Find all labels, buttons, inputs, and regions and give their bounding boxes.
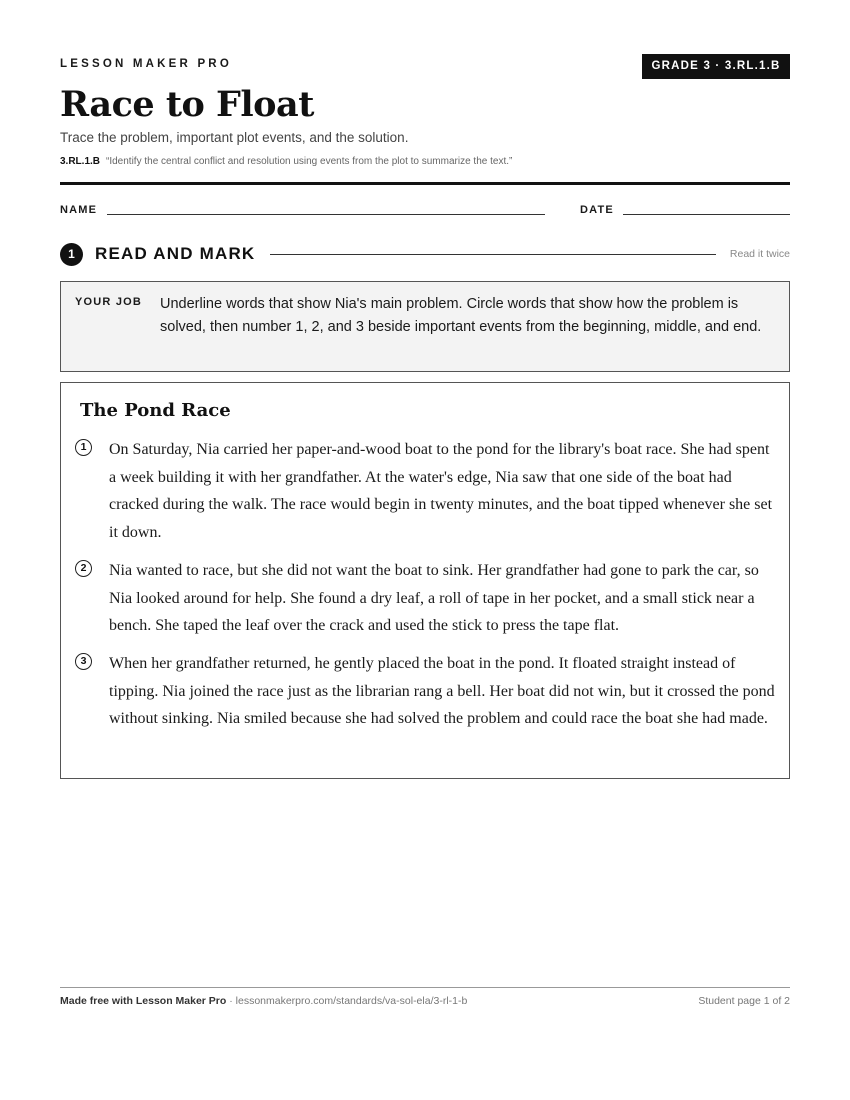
paragraph-number-2: 2 [75, 560, 92, 577]
paragraph-text-2: Nia wanted to race, but she did not want the boat to sink. Her grandfather had gone to park the car, so Nia looked around for help. She found a dry leaf, a roll of tape in her pocket, and a small stick near a bench. She taped the leaf over the crack and used the stick to press the tape flat. [109, 562, 759, 634]
name-field[interactable] [107, 214, 545, 215]
footer-credit-line [60, 995, 467, 1007]
instructions-box [60, 281, 790, 372]
section-note: Read it twice [729, 248, 790, 260]
passage-title: The Pond Race [80, 400, 231, 421]
paragraph-text-3: When her grandfather returned, he gently placed the boat in the pond. It floated straight instead of tipping. Nia joined the race just as the librarian rang a bell. Her boat did not win, but it crossed the pond without sinking. Nia smiled because she had solved the problem and could race the boat she had made. [109, 655, 775, 727]
header-divider [60, 182, 790, 185]
page-subtitle: Trace the problem, important plot events, and the solution. [60, 130, 409, 145]
date-field[interactable] [623, 214, 790, 215]
paragraph-number-3: 3 [75, 653, 92, 670]
standard-text: “Identify the central conflict and resolution using events from the plot to summarize the text.” [106, 156, 513, 167]
footer-separator: · [226, 995, 236, 1007]
page-indicator: Student page 1 of 2 [698, 995, 790, 1007]
date-label: DATE [580, 204, 614, 216]
paragraph-text-1: On Saturday, Nia carried her paper-and-wood boat to the pond for the library's boat race. She had spent a week building it with her grandfather. At the water's edge, Nia saw that one side of the boat had cracked during the walk. The race would begin in twenty minutes, and the boat tipped whenever she set it down. [109, 441, 773, 541]
instructions-label: YOUR JOB [75, 296, 143, 308]
standard-code: 3.RL.1.B [60, 156, 101, 167]
grade-badge: GRADE 3 · 3.RL.1.B [642, 54, 790, 79]
page-title: Race to Float [60, 84, 314, 125]
footer-divider [60, 987, 790, 988]
standard-line [60, 156, 512, 167]
section-number-badge: 1 [60, 243, 83, 266]
footer-link[interactable]: lessonmakerpro.com/standards/va-sol-ela/3-rl-1-b [235, 995, 468, 1007]
section-divider [270, 254, 716, 255]
footer-credit: Made free with Lesson Maker Pro [60, 995, 227, 1007]
brand-name: LESSON MAKER PRO [60, 58, 232, 70]
paragraph-number-1: 1 [75, 439, 92, 456]
section-title: READ AND MARK [95, 244, 256, 263]
passage-box [60, 382, 790, 779]
name-label: NAME [60, 204, 98, 216]
instructions-text: Underline words that show Nia's main problem. Circle words that show how the problem is solved, then number 1, 2, and 3 beside important events from the beginning, middle, and end. [160, 296, 762, 335]
